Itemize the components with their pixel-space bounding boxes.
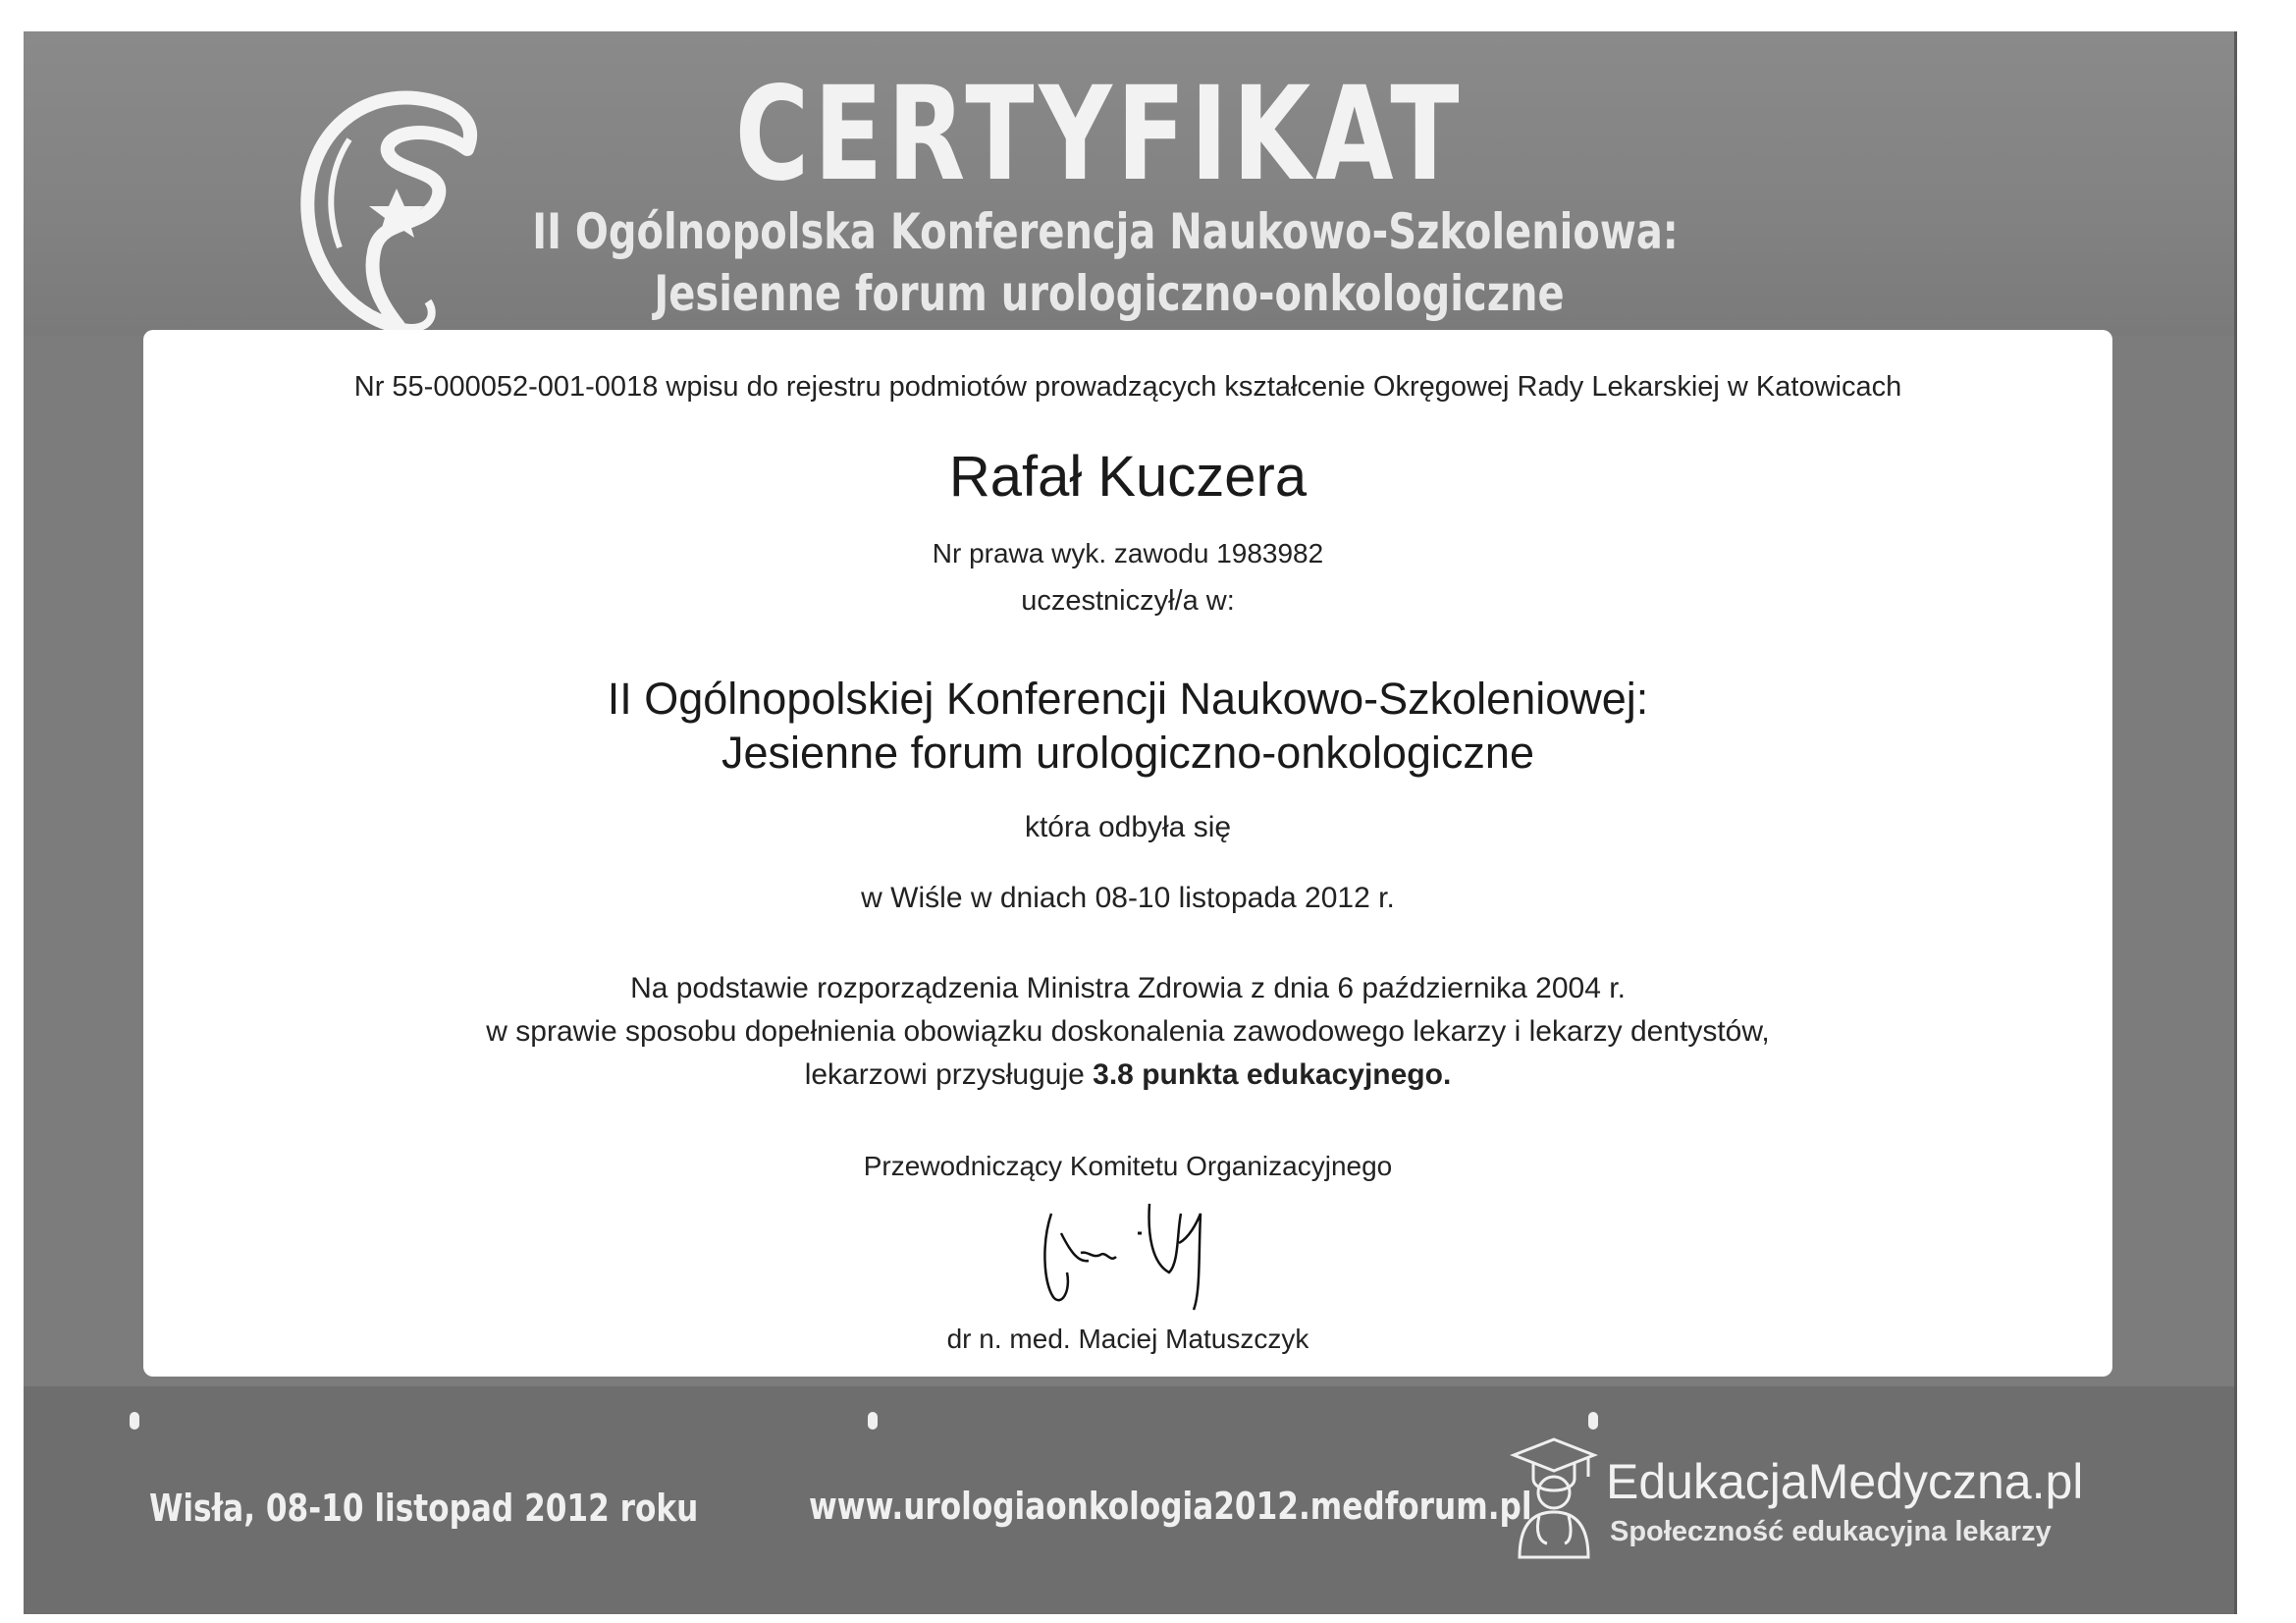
signature	[1032, 1194, 1228, 1312]
place-date-text: w Wiśle w dniach 08-10 listopada 2012 r.	[861, 882, 1395, 914]
certificate-body	[143, 330, 2112, 1377]
held-text: która odbyła się	[1024, 811, 1232, 843]
certificate-sheet	[24, 31, 2237, 1614]
pin-decoration	[868, 1412, 878, 1430]
pin-decoration	[1588, 1412, 1598, 1430]
certificate-title: CERTYFIKAT	[734, 59, 1465, 210]
legal-basis-line3	[143, 1058, 2112, 1092]
legal-basis-line1: Na podstawie rozporządzenia Ministra Zdrowia z dnia 6 października 2004 r.	[630, 972, 1626, 1004]
points-suffix: .	[1442, 1058, 1452, 1091]
chair-title: Przewodniczący Komitetu Organizacyjnego	[863, 1151, 1393, 1181]
event-date-place: Wisła, 08-10 listopad 2012 roku	[149, 1487, 699, 1530]
conference-name-line1: II Ogólnopolskiej Konferencji Naukowo-Szkoleniowej:	[607, 674, 1649, 724]
brand-name: EdukacjaMedyczna.pl	[1606, 1454, 2084, 1509]
doctor-graduate-icon	[1510, 1434, 1598, 1561]
pin-decoration	[130, 1412, 139, 1430]
participation-text: uczestniczył/a w:	[1021, 585, 1235, 617]
certificate-header	[24, 31, 2234, 336]
brand-tagline: Społeczność edukacyjna lekarzy	[1610, 1516, 2052, 1547]
event-website: www.urologiaonkologia2012.medforum.pl	[809, 1485, 1532, 1528]
conference-title-line2: Jesienne forum urologiczno-onkologiczne	[654, 265, 1565, 322]
signer-name: dr n. med. Maciej Matuszczyk	[946, 1324, 1309, 1354]
legal-basis-line2: w sprawie sposobu dopełnienia obowiązku doskonalenia zawodowego lekarzy i lekarzy dentystów,	[486, 1015, 1770, 1048]
recipient-name: Rafał Kuczera	[948, 445, 1308, 509]
registry-number: Nr 55-000052-001-0018 wpisu do rejestru podmiotów prowadzących kształcenie Okręgowej Rady Lekarskiej w Katowicach	[353, 371, 1902, 403]
points-prefix: lekarzowi przysługuje	[804, 1058, 1094, 1091]
licence-number: Nr prawa wyk. zawodu 1983982	[932, 538, 1324, 568]
conference-name-line2: Jesienne forum urologiczno-onkologiczne	[721, 728, 1534, 778]
conference-title-line1: II Ogólnopolska Konferencja Naukowo-Szkoleniowa:	[532, 203, 1679, 260]
education-points: 3.8 punkta edukacyjnego	[1093, 1058, 1443, 1091]
certificate-footer	[24, 1386, 2234, 1614]
